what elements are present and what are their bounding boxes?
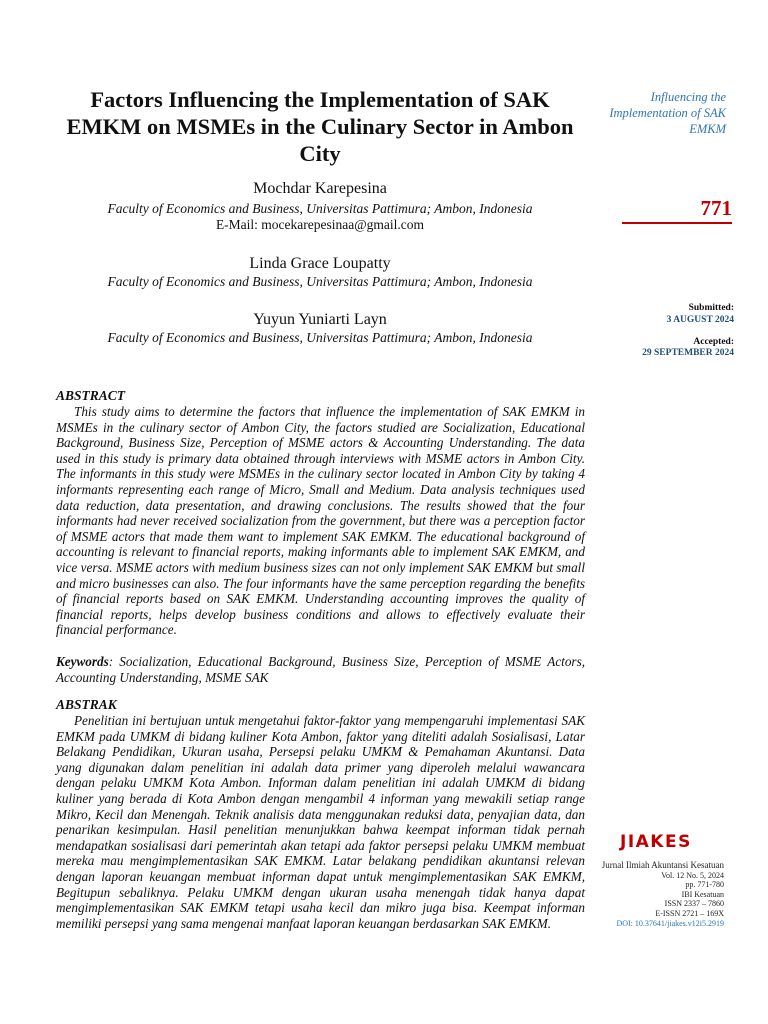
author-affiliation-2: Faculty of Economics and Business, Universitas Pattimura; Ambon, Indonesia — [107, 274, 533, 289]
page-number-rule — [622, 222, 732, 224]
author-name-3: Yuyun Yuniarti Layn — [253, 311, 387, 328]
journal-volume: Vol. 12 No. 5, 2024 — [661, 870, 724, 880]
abstrak-text: Penelitian ini bertujuan untuk mengetahui faktor-faktor yang mempengaruhi implementasi SAK EMKM pada UMKM di bidang kuliner Kota Ambon, faktor yang diteliti adalah Sosialisasi, Latar Belakang Pendidikan, Ukuran usaha, Persepsi pelaku UMKM & Pemahaman Akuntansi. Data yang digunakan dalam penelitian ini adalah data primer yang diperoleh melalui wawancara dengan pelaku UMKM Kota Ambon. Informan dalam penelitian ini adalah UMKM di bidang kuliner yang berada di Kota Ambon dengan mengambil 4 informan yang mewakili setiap range Mikro, Kecil dan Menengah. Teknik analisis data menggunakan reduksi data, penyajian data, dan penarikan kesimpulan. Hasil penelitian menunjukkan bahwa keempat informan tidak pernah mendapatkan sosialisasi dari pemerintah akan tetapi ada faktor persepsi pelaku UMKM membuat mereka mau mengimplementasikan SAK EMKM. Latar belakang pendidikan akuntansi relevan dengan laporan keuangan membuat informan dapat untuk mengimplementasikan SAK EMKM, Begitupun sebaliknya. Pelaku UMKM dengan ukuran usaha menengah tidak hanya dapat mengimplementasikan SAK EMKM tetapi usaha kecil dan mikro juga bisa. Keempat informan memiliki persepsi yang sama mengenai manfaat laporan keuangan berdasarkan SAK EMKM. — [56, 713, 585, 931]
journal-publisher: IBI Kesatuan — [681, 889, 724, 899]
journal-doi-link[interactable]: DOI: 10.37641/jiakes.v12i5.2919 — [616, 918, 724, 928]
author-affiliation-3: Faculty of Economics and Business, Universitas Pattimura; Ambon, Indonesia — [107, 330, 533, 345]
page-number: 771 — [700, 196, 732, 220]
accepted-label: Accepted: — [693, 337, 734, 347]
journal-name: Jurnal Ilmiah Akuntansi Kesatuan — [601, 860, 724, 870]
running-head: Influencing the Implementation of SAK EMKM — [609, 90, 726, 136]
submitted-date: 3 AUGUST 2024 — [666, 315, 734, 325]
keywords-label: Keywords — [56, 654, 109, 669]
journal-issn: ISSN 2337 – 7860 — [664, 899, 724, 909]
author-affiliation-1: Faculty of Economics and Business, Universitas Pattimura; Ambon, Indonesia — [107, 201, 533, 216]
abstrak-heading: ABSTRAK — [56, 697, 117, 712]
paper-title: Factors Influencing the Implementation of SAK EMKM on MSMEs in the Culinary Sector in Ambon City — [66, 87, 574, 166]
author-name-2: Linda Grace Loupatty — [249, 255, 391, 272]
abstract-heading: ABSTRACT — [56, 388, 126, 403]
journal-pages: pp. 771-780 — [685, 880, 724, 890]
keywords — [56, 654, 585, 685]
author-email-1: E-Mail: mocekarepesinaa@gmail.com — [215, 217, 425, 232]
accepted-date: 29 SEPTEMBER 2024 — [642, 348, 734, 358]
journal-logo: JIAKES — [620, 832, 692, 852]
submitted-label: Submitted: — [688, 303, 734, 313]
author-name-1: Mochdar Karepesina — [253, 180, 387, 197]
abstract-text: This study aims to determine the factors that influence the implementation of SAK EMKM in MSMEs in the culinary sector of Ambon City, the factors studied are Socialization, Educational Background, Business Size, Perception of MSME actors & Accounting Understanding. The data used in this study is primary data obtained through interviews with MSME actors in Ambon City. The informants in this study were MSMEs in the culinary sector located in Ambon City by taking 4 informants representing each range of Micro, Small and Medium. Data analysis techniques used data reduction, data presentation, and drawing conclusions. The results showed that the four informants had never received socialization from the government, but there was a perception factor of MSME actors that made them want to implement SAK EMKM. The educational background of accounting is relevant to financial reports, making informants able to implement SAK EMKM, and vice versa. MSME actors with medium business sizes can not only implement SAK EMKM but small and micro businesses can also. The four informants have the same perception regarding the benefits of financial reports based on SAK EMKM. Understanding accounting improves the quality of financial reports, helps develop business conditions and allows to effectively evaluate their financial performance. — [56, 404, 585, 638]
keywords-list: : Socialization, Educational Background, Business Size, Perception of MSME Actors, Accounting Understanding, MSME SAK — [56, 654, 585, 685]
journal-info — [600, 861, 724, 928]
journal-eissn: E-ISSN 2721 – 169X — [655, 908, 724, 918]
